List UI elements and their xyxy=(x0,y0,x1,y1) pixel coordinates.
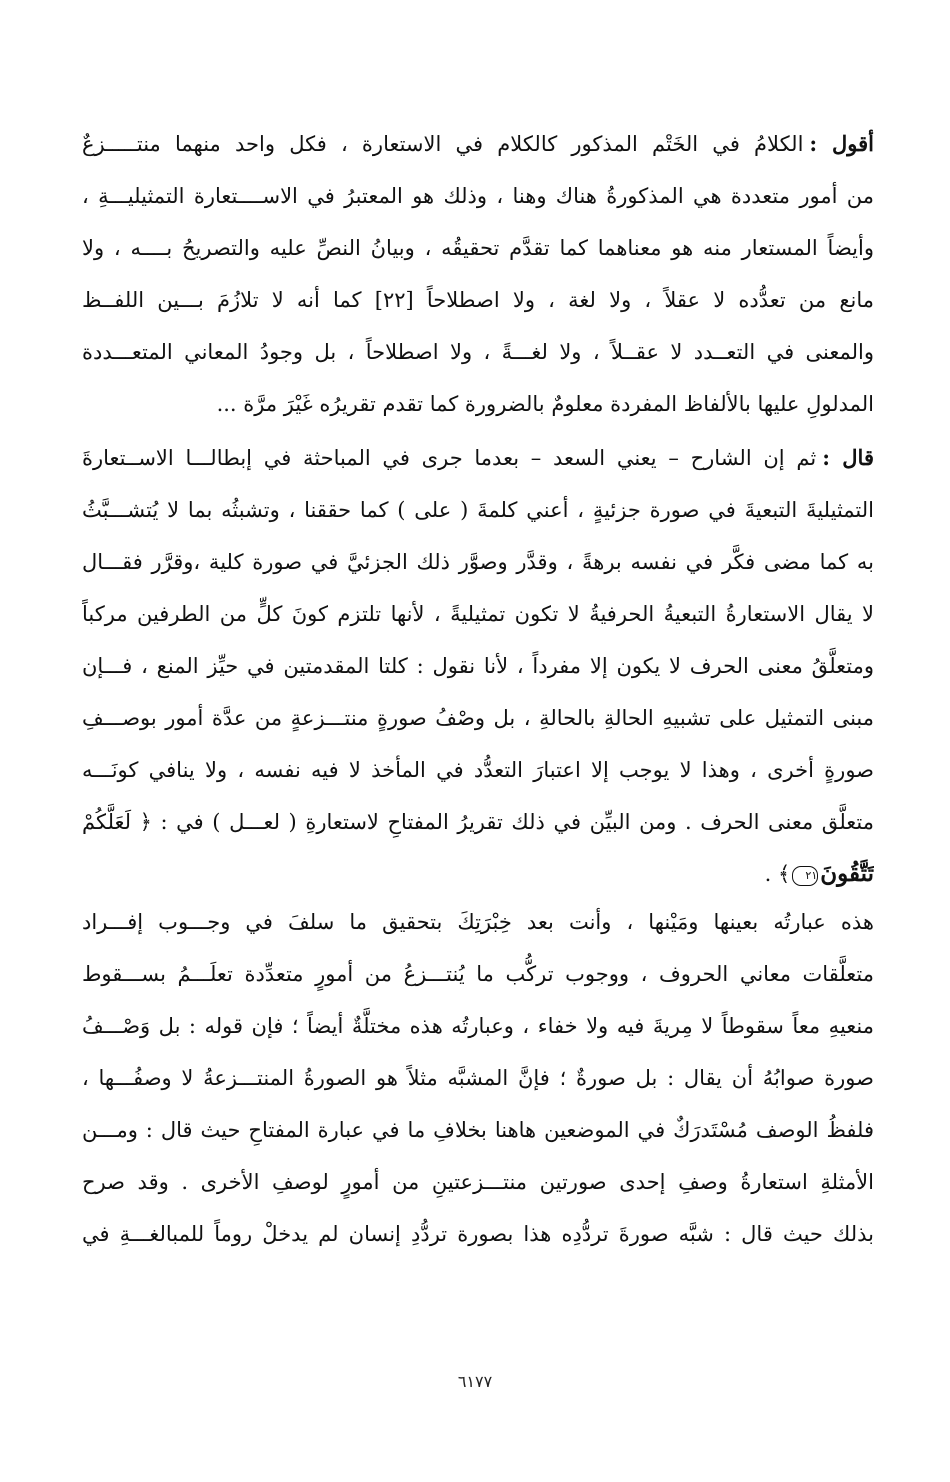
text-line xyxy=(82,118,874,170)
paragraph-qala xyxy=(82,432,874,900)
text-line xyxy=(82,432,874,484)
text-line: به كما مضى فكَّر في نفسه برهةً ، وقدَّر وصوَّر ذلك الجزئيَّ في صورة كلية ،وقرَّر فقـــال xyxy=(82,550,874,574)
text-line-quran-end xyxy=(82,848,874,900)
paragraph-aqul xyxy=(82,118,874,430)
quran-verse-text: تَتَّقُونَ xyxy=(820,860,874,887)
text-line: ومتعلَّقُ معنى الحرف لا يكون إلا مفرداً ، لأنا نقول : كلتا المقدمتين في حيِّز المنع ، فـــإن xyxy=(82,654,874,678)
text-line: الأمثلةِ استعارةُ وصفِ إحدى صورتين منتـــزعتينِ من أمورٍ لوصفِ الأخرى . وقد صرح xyxy=(82,1170,874,1194)
page-number: ٦١٧٧ xyxy=(457,1372,493,1391)
text-line: صورةٍ أخرى ، وهذا لا يوجب إلا اعتبارَ التعدُّد في المأخذ لا فيه نفسه ، ولا ينافي كونَـــه xyxy=(82,758,874,782)
text-line-content: ثم إن الشارح – يعني السعد – بعدما جرى في المباحثة في إبطالـــا الاســتعارةَ xyxy=(82,446,817,470)
text-line: وأيضاً المستعار منه هو معناهما كما تقدَّم تحقيقُه ، وبيانُ النصِّ عليه والتصريحُ بــــه ، ولا xyxy=(82,236,874,260)
text-line: فلفظُ الوصف مُسْتَدرَكٌ في الموضعين هاهنا بخلافِ ما في عبارة المفتاحِ حيث قال : ومـــن xyxy=(82,1118,874,1142)
text-line: المدلولِ عليها بالألفاظ المفردة معلومٌ بالضرورة كما تقدم تقريرُه غَيْرَ مرَّة ... xyxy=(216,392,874,416)
text-line: بذلك حيث قال : شبَّه صورةَ تردُّدِه هذا بصورة تردُّدِ إنسان لم يدخلْ روماً للمبالغـــةِ في xyxy=(82,1222,874,1246)
text-line: التمثيليةَ التبعيةَ في صورة جزئيةٍ ، أعني كلمةَ ( على ) كما حققنا ، وتشبثُه بما لا يُتشـــبَّثُ xyxy=(82,498,874,522)
text-line: هذه عبارتُه بعينها ومَيْنها ، وأنت بعد خِبْرَتِكَ بتحقيق ما سلفَ في وجـــوب إفـــراد xyxy=(82,910,874,934)
text-line-content: الكلامُ في الخَتْم المذكور كالكلام في الاستعارة ، فكل واحد منهما منتـــــزعٌ xyxy=(82,132,804,156)
verse-number-marker: ٢١ xyxy=(792,866,818,886)
paragraph-commentary xyxy=(82,896,874,1260)
text-line: مبنى التمثيل على تشبيهِ الحالةِ بالحالةِ ، بل وصْفُ صورةٍ منتـــزعةٍ من عدَّة أمور بوصـــفِ xyxy=(82,706,874,730)
text-line: صورة صوابُهُ أن يقال : بل صورةٌ ؛ فإنَّ المشبَّه مثلاً هو الصورةُ المنتـــزعةُ لا وصفُـــها ، xyxy=(82,1066,874,1090)
paragraph-lead-qala: قال : xyxy=(822,445,874,470)
text-line: من أمور متعددة هي المذكورةُ هناك وهنا ، وذلك هو المعتبرُ في الاســــتعارة التمثيليـــةِ ، xyxy=(82,184,874,208)
text-line: لا يقال الاستعارةُ التبعيةُ الحرفيةُ لا تكون تمثيليةً ، لأنها تلتزم كونَ كلٍّ من الطرفين مركباً xyxy=(82,602,874,626)
text-line: والمعنى في التعــدد لا عقــلاً ، ولا لغـــةً ، ولا اصطلاحاً ، بل وجودُ المعاني المتعـــددة xyxy=(82,340,874,364)
text-line: متعلَّقات معاني الحروف ، ووجوب تركُّب ما يُنتـــزعُ من أمورٍ متعدِّدة تعلَـــمُ بســـقوط xyxy=(82,962,874,986)
text-line: متعلَّق معنى الحرف . ومن البيِّن في ذلك تقريرُ المفتاحِ لاستعارةِ ( لعـــل ) في : ﴿ لَعَلَّكُمْ xyxy=(82,810,874,834)
text-line: مانع من تعدُّده لا عقلاً ، ولا لغة ، ولا اصطلاحاً [٢٢] كما أنه لا تلازُمَ بـــين اللفــظ xyxy=(82,288,874,312)
paragraph-lead-aqul: أقول : xyxy=(809,131,874,156)
text-line: منعيهِ معاً سقوطاً لا مِريةَ فيه ولا خفاء ، وعبارتُه هذه مختلَّةٌ أيضاً ؛ فإن قوله : بل وَصْـــفُ xyxy=(82,1014,874,1038)
quran-close-bracket: ﴾ . xyxy=(764,862,791,886)
